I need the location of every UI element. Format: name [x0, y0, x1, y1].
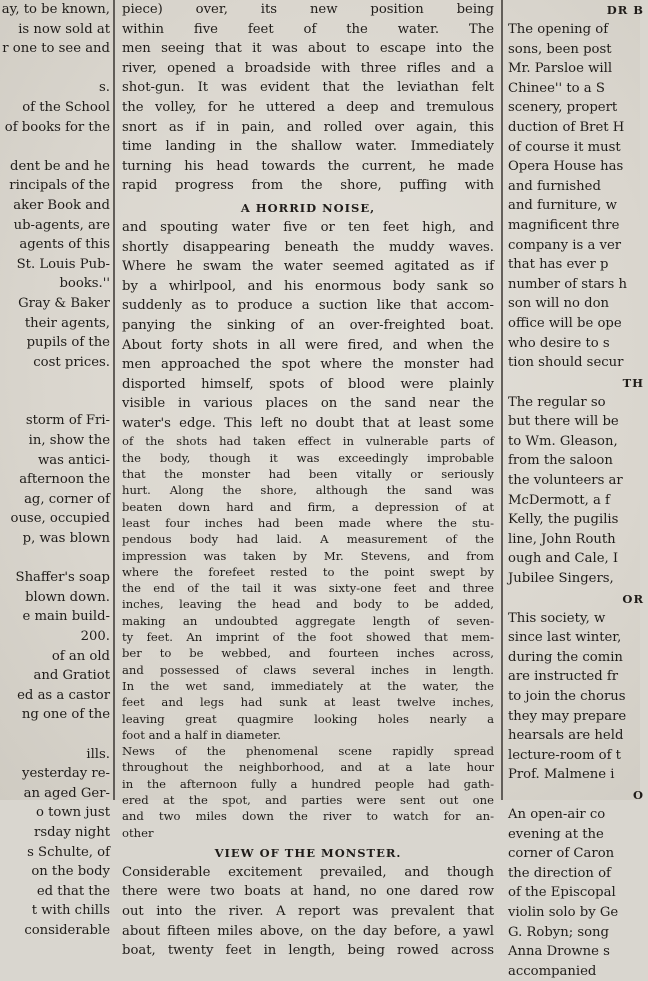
text-line: the volley, for he uttered a deep and tremulous	[122, 99, 494, 115]
right-heading-3: OR	[622, 591, 644, 606]
text-line	[0, 137, 110, 157]
text-line: foot and a half in diameter.	[122, 727, 281, 742]
text-line: t with chills	[31, 903, 110, 919]
right-text-2	[508, 393, 648, 589]
text-line: 200.	[80, 629, 110, 644]
text-line: visible in various places on the sand near the	[122, 396, 494, 412]
text-line: and spouting water five or ten feet high, and	[122, 219, 494, 235]
text-line: in, show the	[28, 433, 110, 449]
text-line: ub-agents, are	[13, 217, 110, 233]
right-text-3	[508, 609, 648, 785]
text-line: In the wet sand, immediately at the water, the	[122, 678, 494, 693]
text-line: violin solo by Ge	[508, 904, 619, 920]
text-line: about fifteen miles above, on the day before, a yawl	[122, 923, 494, 939]
column-rule-left	[113, 0, 115, 800]
article-top-text	[122, 0, 494, 196]
text-line: feet and legs had sunk at least twelve inches,	[122, 695, 494, 710]
text-line: in the afternoon fully a hundred people had gath-	[122, 776, 494, 791]
text-line: the volunteers ar	[508, 473, 623, 489]
text-line: ed that the	[36, 883, 110, 899]
subheading-view-of-monster: VIEW OF THE MONSTER.	[214, 845, 402, 860]
text-line: r one to see and	[2, 41, 110, 57]
text-line: An open-air co	[508, 806, 606, 822]
text-line: suddenly as to produce a suction like that accom-	[122, 298, 494, 314]
text-line	[0, 725, 110, 745]
text-line: other	[122, 825, 154, 840]
column-rule-right	[501, 0, 503, 800]
text-line: of the Episcopal	[508, 885, 616, 901]
text-line: The opening of	[508, 22, 609, 37]
text-line: of an old	[51, 648, 110, 664]
text-line: making an undoubted aggregate length of seven-	[122, 613, 494, 628]
text-line: ed as a castor	[17, 687, 110, 703]
text-line: Shaffer's soap	[15, 570, 110, 586]
text-line: are instructed fr	[508, 669, 619, 685]
text-line: rsday night	[34, 824, 110, 840]
text-line: the end of the tail it was sixty-one feet and three	[122, 581, 494, 596]
text-line: to join the chorus	[508, 689, 626, 704]
text-line: on the body	[31, 864, 110, 880]
text-line: o town just	[36, 805, 110, 821]
text-line: and possessed of claws several inches in length.	[122, 662, 494, 677]
text-line: Gray & Baker	[18, 295, 110, 311]
text-line: of the School	[22, 99, 110, 115]
text-line: of books for the	[4, 119, 110, 135]
text-line: water's edge. This left no doubt that at least some	[122, 415, 494, 431]
right-text-4	[508, 805, 648, 981]
text-line	[0, 392, 110, 412]
text-line: number of stars h	[508, 276, 627, 292]
text-line: McDermott, a f	[508, 492, 610, 508]
text-line: blown down.	[25, 589, 110, 605]
text-line	[0, 372, 110, 392]
text-line: an aged Ger-	[23, 785, 110, 801]
text-line: hurt. Along the shore, although the sand was	[122, 483, 494, 498]
text-line: duction of Bret H	[508, 119, 625, 135]
text-line: rapid progress from the shore, puffing with	[122, 178, 494, 194]
text-line: and furniture, w	[508, 198, 617, 214]
article-body-2	[122, 863, 494, 961]
text-line: ber to be webbed, and fourteen inches across,	[122, 646, 494, 661]
text-line: Where he swam the water seemed agitated as if	[122, 259, 494, 275]
text-line: the body, though it was exceedingly improbable	[122, 450, 494, 465]
text-line: panying the sinking of an over-freighted boat.	[122, 317, 494, 333]
text-line: ty feet. An imprint of the foot showed that mem-	[122, 630, 494, 645]
text-line: office will be ope	[508, 315, 622, 331]
text-line: and furnished	[508, 178, 601, 194]
text-line: from the saloon	[508, 453, 613, 469]
text-line: agents of this	[19, 237, 110, 253]
text-line: ough and Cale, I	[508, 551, 619, 567]
text-line: considerable	[24, 922, 110, 938]
text-line: About forty shots in all were fired, and when the	[122, 337, 494, 353]
text-line: disported himself, spots of blood were plainly	[122, 376, 494, 392]
right-heading-2: TH	[622, 375, 644, 390]
text-line: pupils of the	[26, 335, 110, 351]
right-heading-1: DR B	[606, 3, 644, 17]
text-line: magnificent thre	[508, 217, 620, 233]
text-line: Opera House has	[508, 159, 624, 175]
text-line	[0, 59, 110, 79]
text-line: The regular so	[508, 394, 606, 410]
left-column	[0, 0, 110, 938]
subheading-horrid-noise: A HORRID NOISE,	[240, 200, 376, 215]
text-line: lecture-room of t	[508, 747, 621, 763]
text-line: hearsals are held	[508, 728, 624, 744]
text-line: This society, w	[508, 610, 606, 626]
text-line: company is a ver	[508, 237, 622, 253]
text-line: p, was blown	[22, 531, 110, 547]
text-line: ills.	[86, 746, 110, 762]
right-column	[508, 0, 648, 979]
text-line: storm of Fri-	[25, 413, 110, 429]
text-line: son will no don	[508, 296, 610, 312]
text-line: of course it must	[508, 139, 621, 155]
text-line: sons, been post	[508, 41, 612, 57]
text-line: turning his head towards the current, he made	[122, 158, 494, 174]
text-line: the direction of	[508, 865, 611, 881]
text-line: snort as if in pain, and rolled over again, this	[122, 119, 494, 135]
text-line: since last winter,	[508, 630, 622, 646]
text-line: ay, to be known,	[1, 2, 110, 17]
text-line: who desire to s	[508, 335, 610, 351]
text-line: of the shots had taken effect in vulnerable parts of	[122, 434, 494, 449]
right-heading-4: O	[632, 787, 644, 802]
text-line: Chinee'' to a S	[508, 80, 605, 96]
text-line: but there will be	[508, 414, 619, 430]
text-line: that has ever p	[508, 257, 609, 273]
text-line: men approached the spot where the monster had	[122, 357, 494, 373]
text-line: their agents,	[24, 315, 110, 331]
text-line: ng one of the	[21, 707, 110, 723]
text-line: line, John Routh	[508, 531, 616, 547]
text-line: evening at the	[508, 826, 604, 842]
text-line: they may prepare	[508, 708, 627, 724]
text-line: during the comin	[508, 649, 623, 665]
text-line: was antici-	[37, 452, 110, 468]
text-line: to Wm. Gleason,	[508, 433, 618, 449]
text-line: inches, leaving the head and body to be added,	[122, 597, 494, 612]
text-line: men seeing that it was about to escape into the	[122, 41, 494, 57]
text-line: within five feet of the water. The	[122, 21, 494, 37]
text-line: ouse, occupied	[10, 511, 110, 527]
text-line: dent be and he	[10, 158, 110, 174]
text-line: Mr. Parsloe will	[508, 61, 613, 77]
text-line: time landing in the shallow water. Immediately	[122, 139, 494, 155]
text-line: Jubilee Singers,	[508, 571, 614, 587]
text-line: out into the river. A report was prevalent that	[122, 904, 494, 920]
text-line: boat, twenty feet in length, being rowed across	[122, 943, 494, 959]
text-line: and Gratiot	[33, 668, 110, 684]
text-line: ered at the spot, and parties were sent out one	[122, 793, 494, 807]
text-line: G. Robyn; song	[508, 924, 609, 940]
text-line: Kelly, the pugilis	[508, 512, 619, 528]
text-line: e main build-	[22, 609, 110, 625]
text-line: aker Book and	[13, 197, 110, 213]
text-line: and two miles down the river to watch for an-	[122, 809, 494, 824]
text-line: scenery, propert	[508, 100, 618, 116]
middle-column-article	[122, 0, 494, 959]
text-line: leaving great quagmire looking holes nearly a	[122, 711, 494, 726]
right-text-1	[508, 20, 648, 373]
text-line: is now sold at	[18, 21, 110, 37]
text-line: where the forefeet rested to the point swept by	[122, 564, 494, 579]
text-line: piece) over, its new position being	[122, 2, 494, 17]
text-line: St. Louis Pub-	[16, 256, 110, 272]
text-line: river, opened a broadside with three rifles and a	[122, 60, 494, 76]
text-line: rincipals of the	[9, 178, 110, 194]
text-line: shortly disappearing beneath the muddy waves.	[122, 239, 494, 255]
text-line: beaten down hard and firm, a depression of at	[122, 499, 494, 514]
text-line: ag, corner of	[24, 491, 110, 507]
article-body-1	[122, 218, 494, 434]
text-line: Anna Drowne s	[508, 944, 610, 960]
text-line: News of the phenomenal scene rapidly spread	[122, 744, 494, 759]
text-line: there were two boats at hand, no one dared row	[122, 884, 494, 900]
text-line: Considerable excitement prevailed, and though	[122, 864, 494, 880]
text-line: books.''	[59, 276, 110, 292]
text-line: s.	[99, 80, 110, 96]
text-line: tion should secur	[508, 355, 624, 371]
text-line: shot-gun. It was evident that the leviathan felt	[122, 80, 494, 96]
text-line: least four inches had been made where the stu-	[122, 515, 494, 530]
text-line: yesterday re-	[22, 766, 110, 782]
text-line: accompanied	[508, 963, 597, 979]
text-line: pendous body had laid. A measurement of the	[122, 532, 494, 547]
text-line: by a whirlpool, and his enormous body sank so	[122, 278, 494, 294]
text-line	[0, 549, 110, 569]
text-line: impression was taken by Mr. Stevens, and from	[122, 548, 494, 563]
text-line: s Schulte, of	[27, 844, 110, 860]
text-line: corner of Caron	[508, 846, 615, 862]
text-line: afternoon the	[19, 472, 110, 488]
article-small-print	[122, 433, 494, 840]
text-line: that the monster had been vitally or seriously	[122, 467, 494, 482]
text-line: cost prices.	[33, 354, 110, 370]
text-line: Prof. Malmene i	[508, 767, 615, 783]
text-line: throughout the neighborhood, and at a late hour	[122, 760, 494, 775]
